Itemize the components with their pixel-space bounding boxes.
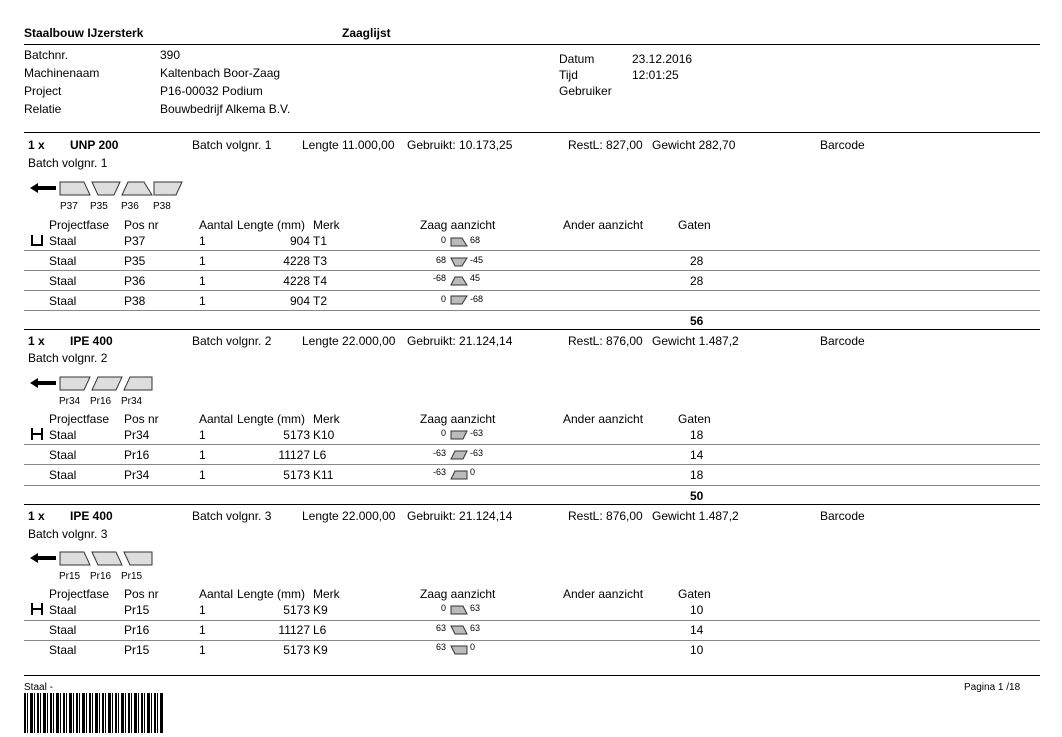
piece-shape [124, 552, 152, 565]
cell-gaten: 18 [690, 428, 704, 442]
saw-cut-icon [450, 430, 468, 440]
cell-merk: T2 [313, 294, 328, 308]
row-divider [24, 640, 1040, 641]
col-zaag: Zaag aanzicht [420, 412, 496, 426]
cell-lengte: 11127 [278, 448, 310, 462]
piece-label: Pr16 [90, 396, 112, 407]
cell-aantal: 1 [199, 254, 206, 268]
saw-cut-icon [450, 237, 468, 247]
cell-fase: Staal [49, 234, 77, 248]
cell-angle1: 63 [435, 623, 446, 633]
nesting-diagram [30, 548, 160, 568]
saw-cut-icon [450, 257, 468, 267]
direction-arrow-icon [30, 553, 56, 563]
cell-fase: Staal [49, 274, 77, 288]
cell-gaten: 10 [690, 643, 704, 657]
batchnr-label: Batchnr. [24, 48, 69, 62]
batch-subtitle: Batch volgnr. 2 [28, 351, 108, 365]
cell-angle1: -63 [432, 448, 446, 458]
col-gaten: Gaten [678, 412, 711, 426]
saw-cut-icon [450, 645, 468, 655]
col-ander: Ander aanzicht [563, 587, 644, 601]
cell-pos: Pr15 [124, 643, 150, 657]
cell-angle1: 0 [440, 294, 446, 304]
batch-volgnr: Batch volgnr. 2 [192, 334, 272, 348]
cell-angle2: 0 [470, 467, 476, 477]
cell-pos: Pr16 [124, 623, 150, 637]
piece-label: P38 [153, 201, 171, 212]
row-divider [24, 620, 1040, 621]
batch-restl: RestL: 827,00 [568, 138, 643, 152]
cell-angle2: -63 [470, 428, 484, 438]
page-number: Pagina 1 /18 [964, 682, 1021, 693]
cell-angle1: 68 [435, 255, 446, 265]
batch-barcode-label: Barcode [820, 138, 865, 152]
cell-merk: K9 [313, 643, 328, 657]
cell-pos: P38 [124, 294, 146, 308]
cell-aantal: 1 [199, 603, 206, 617]
machine-value: Kaltenbach Boor-Zaag [160, 66, 281, 80]
cell-pos: Pr34 [124, 468, 150, 482]
row-divider [24, 464, 1040, 465]
gaten-total: 56 [690, 314, 704, 328]
piece-shape [60, 182, 90, 195]
batch-gebruikt: Gebruikt: 10.173,25 [407, 138, 513, 152]
batch-gebruikt: Gebruikt: 21.124,14 [407, 509, 513, 523]
col-merk: Merk [313, 412, 340, 426]
col-gaten: Gaten [678, 587, 711, 601]
nesting-diagram [30, 178, 190, 198]
cell-aantal: 1 [199, 274, 206, 288]
piece-label: P36 [121, 201, 139, 212]
cell-lengte: 5173 [283, 603, 310, 617]
col-projectfase: Projectfase [49, 587, 110, 601]
relatie-value: Bouwbedrijf Alkema B.V. [160, 102, 291, 116]
col-merk: Merk [313, 218, 340, 232]
batch-volgnr: Batch volgnr. 1 [192, 138, 272, 152]
batch-qty: 1 x [28, 138, 45, 152]
piece-shape [60, 377, 90, 390]
piece-label: P35 [90, 201, 108, 212]
col-posnr: Pos nr [124, 587, 159, 601]
col-merk: Merk [313, 587, 340, 601]
piece-label: Pr34 [59, 396, 81, 407]
cell-pos: Pr16 [124, 448, 150, 462]
batch-lengte: Lengte 22.000,00 [302, 334, 396, 348]
cell-pos: Pr15 [124, 603, 150, 617]
cell-angle2: 0 [470, 642, 476, 652]
batch-gebruikt: Gebruikt: 21.124,14 [407, 334, 513, 348]
relatie-label: Relatie [24, 102, 62, 116]
cell-lengte: 4228 [283, 254, 310, 268]
piece-label: Pr15 [59, 571, 81, 582]
batch-gewicht: Gewicht 1.487,2 [652, 509, 739, 523]
batch-qty: 1 x [28, 509, 45, 523]
cell-aantal: 1 [199, 448, 206, 462]
cell-aantal: 1 [199, 234, 206, 248]
batch-divider [24, 504, 1040, 505]
nesting-diagram [30, 373, 160, 393]
cell-angle2: -68 [470, 294, 484, 304]
col-aantal: Aantal [199, 587, 234, 601]
gebruiker-label: Gebruiker [559, 84, 612, 98]
saw-cut-icon [450, 625, 468, 635]
unp-profile-icon [30, 233, 44, 247]
tijd-value: 12:01:25 [632, 68, 679, 82]
cell-lengte: 904 [289, 234, 310, 248]
col-lengte: Lengte (mm) [237, 412, 306, 426]
batch-divider [24, 329, 1040, 330]
project-label: Project [24, 84, 62, 98]
piece-label: Pr15 [121, 571, 143, 582]
cell-merk: K10 [313, 428, 335, 442]
saw-cut-icon [450, 450, 468, 460]
row-divider [24, 485, 1040, 486]
col-ander: Ander aanzicht [563, 412, 644, 426]
row-divider [24, 444, 1040, 445]
cell-angle1: 0 [440, 603, 446, 613]
footer-divider [24, 675, 1040, 676]
batch-divider [24, 132, 1040, 133]
batch-qty: 1 x [28, 334, 45, 348]
cell-merk: T4 [313, 274, 328, 288]
batch-subtitle: Batch volgnr. 1 [28, 156, 108, 170]
cell-angle2: -63 [470, 448, 484, 458]
machine-label: Machinenaam [24, 66, 100, 80]
cell-angle1: 0 [440, 235, 446, 245]
piece-shape [92, 182, 120, 195]
cell-aantal: 1 [199, 468, 206, 482]
cell-fase: Staal [49, 603, 77, 617]
batch-gewicht: Gewicht 282,70 [652, 138, 736, 152]
datum-value: 23.12.2016 [632, 52, 693, 66]
cell-angle2: 45 [470, 273, 481, 283]
batch-profile: IPE 400 [70, 509, 113, 523]
tijd-label: Tijd [559, 68, 578, 82]
cell-aantal: 1 [199, 623, 206, 637]
batch-profile: IPE 400 [70, 334, 113, 348]
cell-angle1: 0 [440, 428, 446, 438]
barcode-image [24, 693, 164, 733]
cell-fase: Staal [49, 294, 77, 308]
col-projectfase: Projectfase [49, 412, 110, 426]
company-name: Staalbouw IJzersterk [24, 26, 144, 40]
batch-lengte: Lengte 11.000,00 [302, 138, 395, 152]
cell-aantal: 1 [199, 294, 206, 308]
cell-merk: T3 [313, 254, 328, 268]
cell-merk: L6 [313, 448, 327, 462]
cell-gaten: 14 [690, 623, 704, 637]
cell-angle1: -63 [432, 467, 446, 477]
piece-shape [154, 182, 182, 195]
batch-profile: UNP 200 [70, 138, 119, 152]
row-divider [24, 250, 1040, 251]
cell-gaten: 18 [690, 468, 704, 482]
col-projectfase: Projectfase [49, 218, 110, 232]
cell-lengte: 5173 [283, 428, 310, 442]
cell-fase: Staal [49, 643, 77, 657]
piece-shape [60, 552, 90, 565]
cell-aantal: 1 [199, 643, 206, 657]
col-lengte: Lengte (mm) [237, 218, 306, 232]
saw-cut-icon [450, 470, 468, 480]
piece-shape [92, 552, 122, 565]
row-divider [24, 270, 1040, 271]
datum-label: Datum [559, 52, 595, 66]
piece-shape [124, 377, 152, 390]
piece-label: P37 [60, 201, 78, 212]
cell-gaten: 14 [690, 448, 704, 462]
cell-aantal: 1 [199, 428, 206, 442]
direction-arrow-icon [30, 183, 56, 193]
saw-cut-icon [450, 295, 468, 305]
saw-cut-icon [450, 276, 468, 286]
col-posnr: Pos nr [124, 412, 159, 426]
col-posnr: Pos nr [124, 218, 159, 232]
project-value: P16-00032 Podium [160, 84, 263, 98]
saw-cut-icon [450, 605, 468, 615]
batch-restl: RestL: 876,00 [568, 509, 643, 523]
ipe-profile-icon [30, 427, 44, 441]
batch-volgnr: Batch volgnr. 3 [192, 509, 272, 523]
piece-label: Pr16 [90, 571, 112, 582]
cell-merk: L6 [313, 623, 327, 637]
cell-fase: Staal [49, 428, 77, 442]
cell-gaten: 28 [690, 274, 704, 288]
batch-gewicht: Gewicht 1.487,2 [652, 334, 739, 348]
batch-subtitle: Batch volgnr. 3 [28, 527, 108, 541]
piece-label: Pr34 [121, 396, 143, 407]
batch-barcode-label: Barcode [820, 334, 865, 348]
cell-merk: K11 [313, 468, 334, 482]
col-gaten: Gaten [678, 218, 711, 232]
cell-angle1: -68 [432, 273, 446, 283]
row-divider [24, 310, 1040, 311]
cell-merk: K9 [313, 603, 328, 617]
col-zaag: Zaag aanzicht [420, 218, 496, 232]
batch-barcode-label: Barcode [820, 509, 865, 523]
col-zaag: Zaag aanzicht [420, 587, 496, 601]
cell-angle2: 68 [470, 235, 481, 245]
cell-lengte: 904 [289, 294, 310, 308]
cell-fase: Staal [49, 623, 77, 637]
cell-gaten: 10 [690, 603, 704, 617]
direction-arrow-icon [30, 378, 56, 388]
cell-fase: Staal [49, 468, 77, 482]
document-title: Zaaglijst [342, 26, 391, 40]
cell-lengte: 4228 [283, 274, 310, 288]
cell-angle2: 63 [470, 623, 481, 633]
cell-angle1: 63 [435, 642, 446, 652]
cell-angle2: 63 [470, 603, 481, 613]
ipe-profile-icon [30, 602, 44, 616]
col-lengte: Lengte (mm) [237, 587, 306, 601]
batch-restl: RestL: 876,00 [568, 334, 643, 348]
piece-shape [92, 377, 122, 390]
cell-pos: P37 [124, 234, 146, 248]
batch-lengte: Lengte 22.000,00 [302, 509, 396, 523]
col-aantal: Aantal [199, 218, 234, 232]
col-ander: Ander aanzicht [563, 218, 644, 232]
cell-lengte: 5173 [283, 468, 310, 482]
footer-label: Staal - [24, 682, 53, 693]
row-divider [24, 290, 1040, 291]
cell-pos: Pr34 [124, 428, 150, 442]
header-divider [24, 44, 1040, 45]
cell-fase: Staal [49, 254, 77, 268]
cell-fase: Staal [49, 448, 77, 462]
cell-pos: P36 [124, 274, 146, 288]
cell-pos: P35 [124, 254, 146, 268]
cell-gaten: 28 [690, 254, 704, 268]
piece-shape [122, 182, 152, 195]
batchnr-value: 390 [160, 48, 181, 62]
col-aantal: Aantal [199, 412, 234, 426]
cell-merk: T1 [313, 234, 328, 248]
gaten-total: 50 [690, 489, 704, 503]
cell-lengte: 11127 [278, 623, 310, 637]
cell-angle2: -45 [470, 255, 484, 265]
cell-lengte: 5173 [283, 643, 310, 657]
